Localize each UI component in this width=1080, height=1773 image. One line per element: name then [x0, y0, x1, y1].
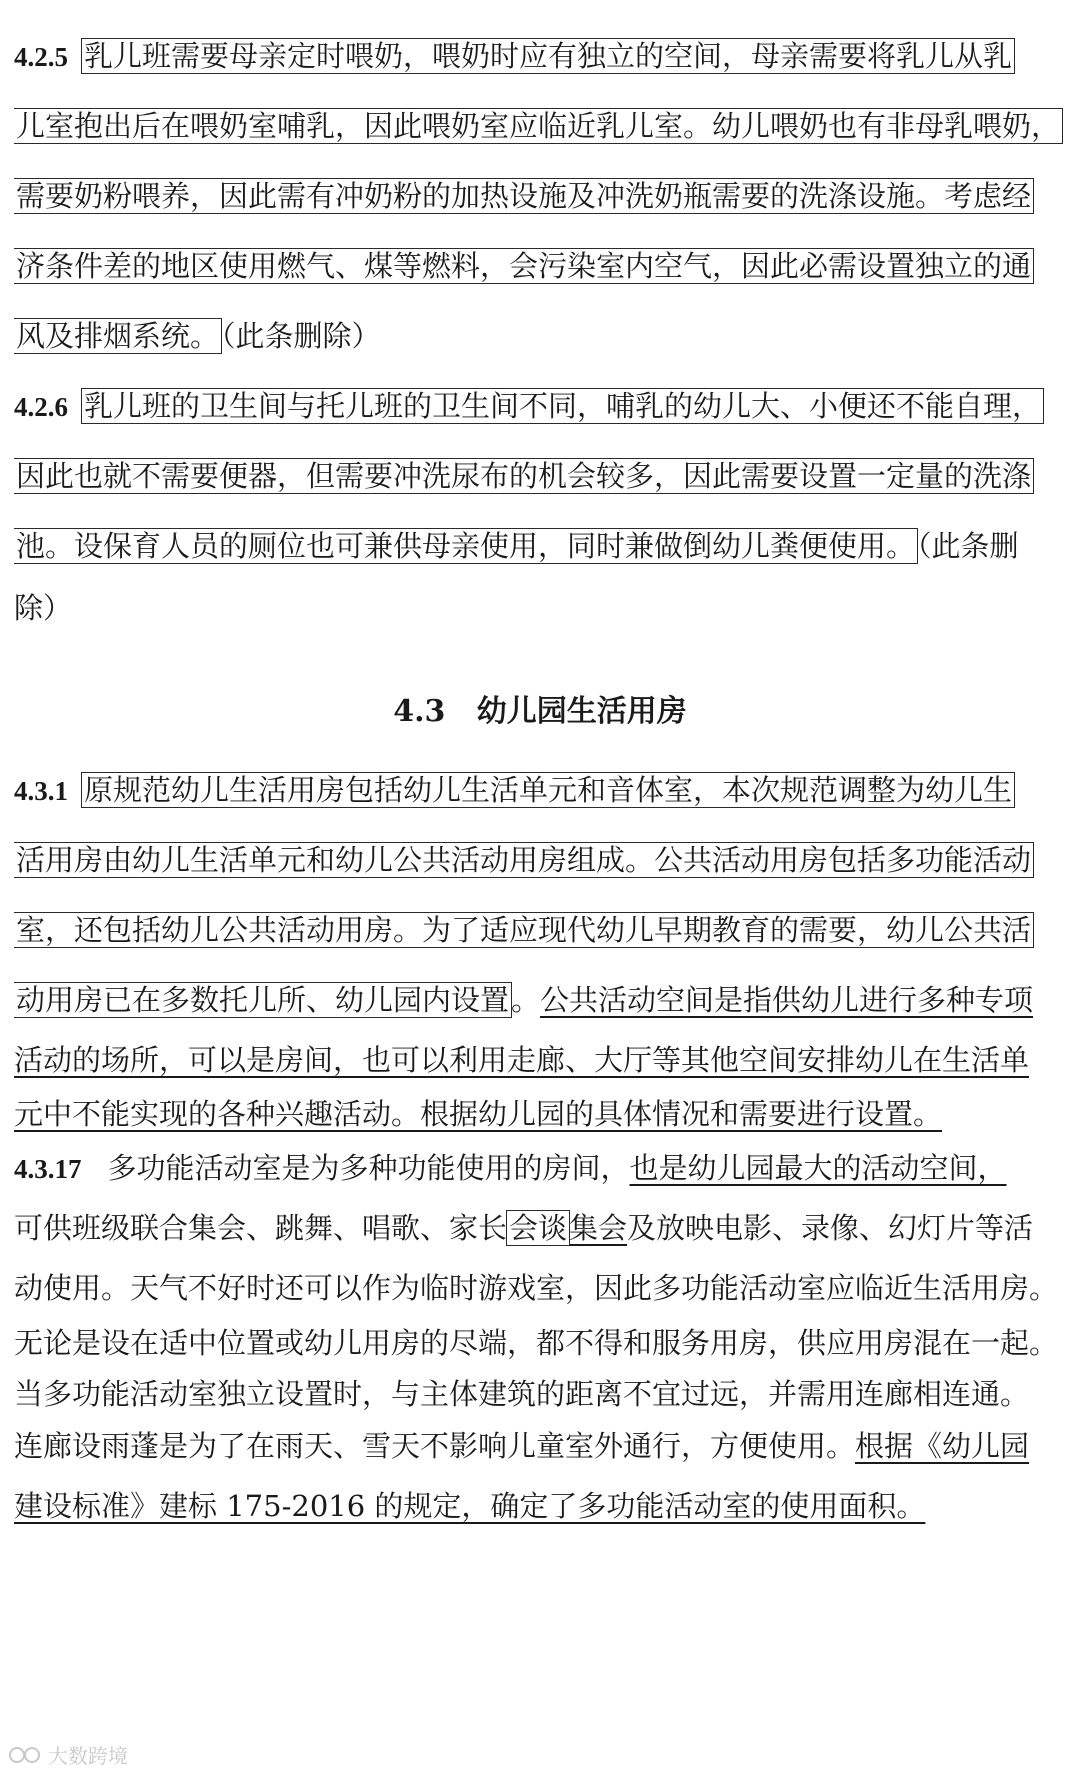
boxed-text: 活用房由幼儿生活单元和幼儿公共活动用房组成。公共活动用房包括多功能活动	[16, 843, 1032, 877]
clause-number: 4.2.5	[14, 42, 68, 72]
s431-line-6	[14, 1096, 1066, 1132]
s431-line-2	[14, 842, 1066, 878]
s426-line-4	[14, 590, 1066, 626]
sentence-end: 。	[511, 983, 541, 1017]
watermark	[8, 1740, 128, 1769]
s4317-line-3	[14, 1270, 1066, 1306]
boxed-text: 池。设保育人员的厕位也可兼供母亲使用，同时兼做倒幼儿粪便使用。	[16, 529, 916, 563]
clause-number: 4.2.6	[14, 392, 68, 422]
delete-note: （此条删除）	[221, 319, 381, 353]
s4317-line-4	[14, 1325, 1066, 1361]
boxed-text: 需要奶粉喂养，因此需有冲奶粉的加热设施及冲洗奶瓶需要的洗涤设施。考虑经	[16, 179, 1032, 213]
s425-line-5	[14, 318, 1066, 354]
s426-line-2	[14, 458, 1066, 494]
underlined-text: 集会	[569, 1211, 628, 1245]
s4317-line-6	[14, 1428, 1066, 1464]
body-text: 当多功能活动室独立设置时，与主体建筑的距离不宜过远，并需用连廊相连通。	[14, 1377, 1030, 1411]
clause-number: 4.3.1	[14, 776, 68, 806]
watermark-text: 大数跨境	[48, 1744, 128, 1768]
underlined-text: 活动的场所，可以是房间，也可以利用走廊、大厅等其他空间安排幼儿在生活单	[14, 1043, 1030, 1077]
body-text: 可供班级联合集会、跳舞、唱歌、家长	[14, 1211, 508, 1245]
boxed-text: 乳儿班的卫生间与托儿班的卫生间不同，哺乳的幼儿大、小便还不能自理，	[84, 389, 1042, 423]
s431-line-5	[14, 1042, 1066, 1078]
underlined-text: 建设标准》建标 175-2016 的规定，确定了多功能活动室的使用面积。	[14, 1489, 926, 1523]
s425-line-1	[14, 38, 1066, 75]
s4317-line-7	[14, 1488, 1066, 1524]
s431-line-4	[14, 982, 1066, 1018]
underlined-text: 也是幼儿园最大的活动空间，	[629, 1151, 1007, 1185]
delete-note: （此条删	[917, 529, 1019, 563]
s4317-line-5	[14, 1376, 1066, 1412]
heading-title: 幼儿园生活用房	[476, 694, 687, 729]
boxed-text: 风及排烟系统。	[16, 319, 220, 353]
body-text: 连廊设雨蓬是为了在雨天、雪天不影响儿童室外通行，方便使用。	[14, 1429, 856, 1463]
boxed-text: 动用房已在多数托儿所、幼儿园内设置	[16, 983, 510, 1017]
boxed-text: 儿室抱出后在喂奶室哺乳，因此喂奶室应临近乳儿室。幼儿喂奶也有非母乳喂奶，	[16, 109, 1061, 143]
s425-line-3	[14, 178, 1066, 214]
body-text: 无论是设在适中位置或幼儿用房的尽端，都不得和服务用房，供应用房混在一起。	[14, 1326, 1059, 1360]
body-text: 多功能活动室是为多种功能使用的房间，	[107, 1151, 630, 1185]
underlined-text: 公共活动空间是指供幼儿进行多种专项	[540, 983, 1034, 1017]
s426-line-3	[14, 528, 1066, 564]
body-text: 动使用。天气不好时还可以作为临时游戏室，因此多功能活动室应临近生活用房。	[14, 1271, 1059, 1305]
boxed-text: 原规范幼儿生活用房包括幼儿生活单元和音体室，本次规范调整为幼儿生	[84, 773, 1013, 807]
heading-number: 4.3	[393, 694, 446, 729]
s4317-line-1	[14, 1150, 1066, 1187]
boxed-text: 因此也就不需要便器，但需要冲洗尿布的机会较多，因此需要设置一定量的洗涤	[16, 459, 1032, 493]
body-text: 及放映电影、录像、幻灯片等活	[627, 1211, 1034, 1245]
boxed-text: 室，还包括幼儿公共活动用房。为了适应现代幼儿早期教育的需要，幼儿公共活	[16, 913, 1032, 947]
s425-line-2	[14, 108, 1066, 144]
s426-line-1	[14, 388, 1066, 425]
s431-line-1	[14, 772, 1066, 809]
clause-number: 4.3.17	[14, 1154, 82, 1184]
watermark-logo-icon	[8, 1744, 42, 1766]
s431-line-3	[14, 912, 1066, 948]
boxed-text: 乳儿班需要母亲定时喂奶，喂奶时应有独立的空间，母亲需要将乳儿从乳	[84, 39, 1013, 73]
underlined-text: 元中不能实现的各种兴趣活动。根据幼儿园的具体情况和需要进行设置。	[14, 1097, 943, 1131]
boxed-text: 会谈	[509, 1211, 568, 1245]
s425-line-4	[14, 248, 1066, 284]
s4317-line-2	[14, 1210, 1066, 1246]
boxed-text: 济条件差的地区使用燃气、煤等燃料，会污染室内空气，因此必需设置独立的通	[16, 249, 1032, 283]
underlined-text: 根据《幼儿园	[855, 1429, 1030, 1463]
section-heading	[0, 692, 1080, 732]
delete-note: 除）	[14, 591, 73, 625]
